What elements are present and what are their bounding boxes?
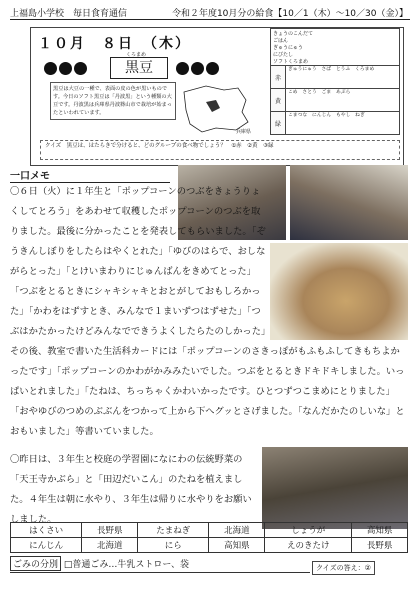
menu-heading: きょうのこんだて: [273, 31, 314, 37]
menu-row-text: こめ さとう ごま あぶら: [288, 90, 351, 95]
table-cell: 長野県: [352, 538, 408, 553]
feature-title: 黒豆: [110, 57, 168, 79]
memo-paragraph-1: [10, 182, 408, 452]
table-cell: にんじん: [11, 538, 82, 553]
produce-origin-table: [10, 522, 408, 553]
photo-spacer-bottom: [258, 450, 408, 530]
menu-item: にびたし: [273, 52, 294, 58]
map-label: 兵庫県: [236, 129, 252, 135]
quiz-box: クイズ 黒豆は、はたらきで分けると、どのグループの食べ物でしょう？ ①赤 ②黄 ③緑: [40, 140, 400, 160]
memo-text-2: 〇昨日は、３年生と校庭の学習園になにわの伝統野菜の「天王寺かぶら」と「田辺だいこん」のたねを植えました。４年生は朝に水やり、３年生は帰りに水やりをお願いしました。: [10, 454, 252, 525]
memo-paragraph-2: [10, 450, 408, 525]
garbage-sorting: [10, 556, 189, 571]
menu-item: ソフトくろまめ: [273, 59, 309, 65]
feature-description: 黒豆は大豆の一種で、表面の皮の色が黒いものです。今日のソフト黒豆は「丹波黒」という種類の大豆です。丹波黒は兵庫県丹波篠山市で栽培が始まったといわれています。: [50, 82, 176, 120]
photo-spacer-top: [268, 182, 408, 342]
table-cell: 北海道: [209, 523, 265, 538]
black-bean-dots-left: [44, 60, 89, 79]
table-cell: 長野県: [82, 523, 138, 538]
table-cell: 北海道: [82, 538, 138, 553]
table-row: [11, 538, 408, 553]
title-ruby: くろまめ: [126, 52, 147, 58]
menu-item: ごはん: [273, 38, 289, 44]
memo-text-1: 〇６日（火）に１年生と「ポップコーンのつぶをきょうりょくしてとろう」をあわせて収穫したポップコーンのつぶを取りました。最後に分かったことを発表してもらいました。「ぞうきんしぼりをしたらはやくとれた」「ゆびのはらで、おしながらとった」「とけいまわりにじゅんばんをきめてとった」「つぶをとるときにシャキシャキとおとがしておもしろかった」「かわをはずすとき、みんなで１まいずつはずせた」「つぶはかたかったけどみんなでできうよくしたらたのしかった」 その後、教室で書いた生活科カードには「ポップコーンのさきっぽがもふもふしてきもちよかったです」「ポップコーンのかわがかみみたいでした。つぶをとるときドキドキしました。いっぱいとれました」「たねは、ちっちゃくかわいかったです。ひとつずつこまめにとりました」「おやゆびのつめのぶぶんをつかって上から下へグッとさげました。「なんだかたのしいな」とおもいました」等書いていました。: [10, 186, 405, 437]
table-cell: えのきたけ: [265, 538, 352, 553]
menu-row-red: [270, 66, 400, 89]
table-row: [11, 523, 408, 538]
menu-cat-label: 黄: [271, 89, 286, 111]
garbage-label: ごみの分別: [10, 556, 61, 571]
table-cell: たまねぎ: [138, 523, 209, 538]
menu-item: ぎゅうにゅう: [273, 45, 303, 51]
quiz-answer: クイズの答え：②: [312, 561, 375, 575]
menu-cat-label: 赤: [271, 66, 286, 88]
table-cell: 高知県: [209, 538, 265, 553]
footer-divider: [10, 572, 310, 573]
menu-cat-label: 緑: [271, 112, 286, 134]
menu-row-green: [270, 112, 400, 135]
table-cell: はくさい: [11, 523, 82, 538]
table-cell: 高知県: [352, 523, 408, 538]
school-name: 上福島小学校 毎日食育通信: [10, 9, 128, 19]
garbage-text: □普通ごみ…牛乳ストロー、袋: [63, 560, 190, 570]
table-cell: しょうが: [265, 523, 352, 538]
menu-period: 令和２年度10月分の給食【10／1（木）～10／30（金）】: [171, 9, 408, 19]
memo-label: 一口メモ: [10, 167, 170, 183]
menu-today: [270, 28, 400, 66]
menu-row-text: こまつな にんじん もやし ねぎ: [288, 113, 365, 118]
feature-date: １０月 ８日 （木）: [38, 36, 191, 52]
menu-panel: [270, 28, 400, 133]
table-cell: にら: [138, 538, 209, 553]
menu-row-yellow: [270, 89, 400, 112]
hyogo-map-icon: [176, 82, 266, 137]
menu-row-text: ぎゅうにゅう さば とうふ くろまめ: [288, 67, 375, 72]
header-divider: [10, 19, 410, 20]
black-bean-dots-right: [176, 60, 221, 79]
